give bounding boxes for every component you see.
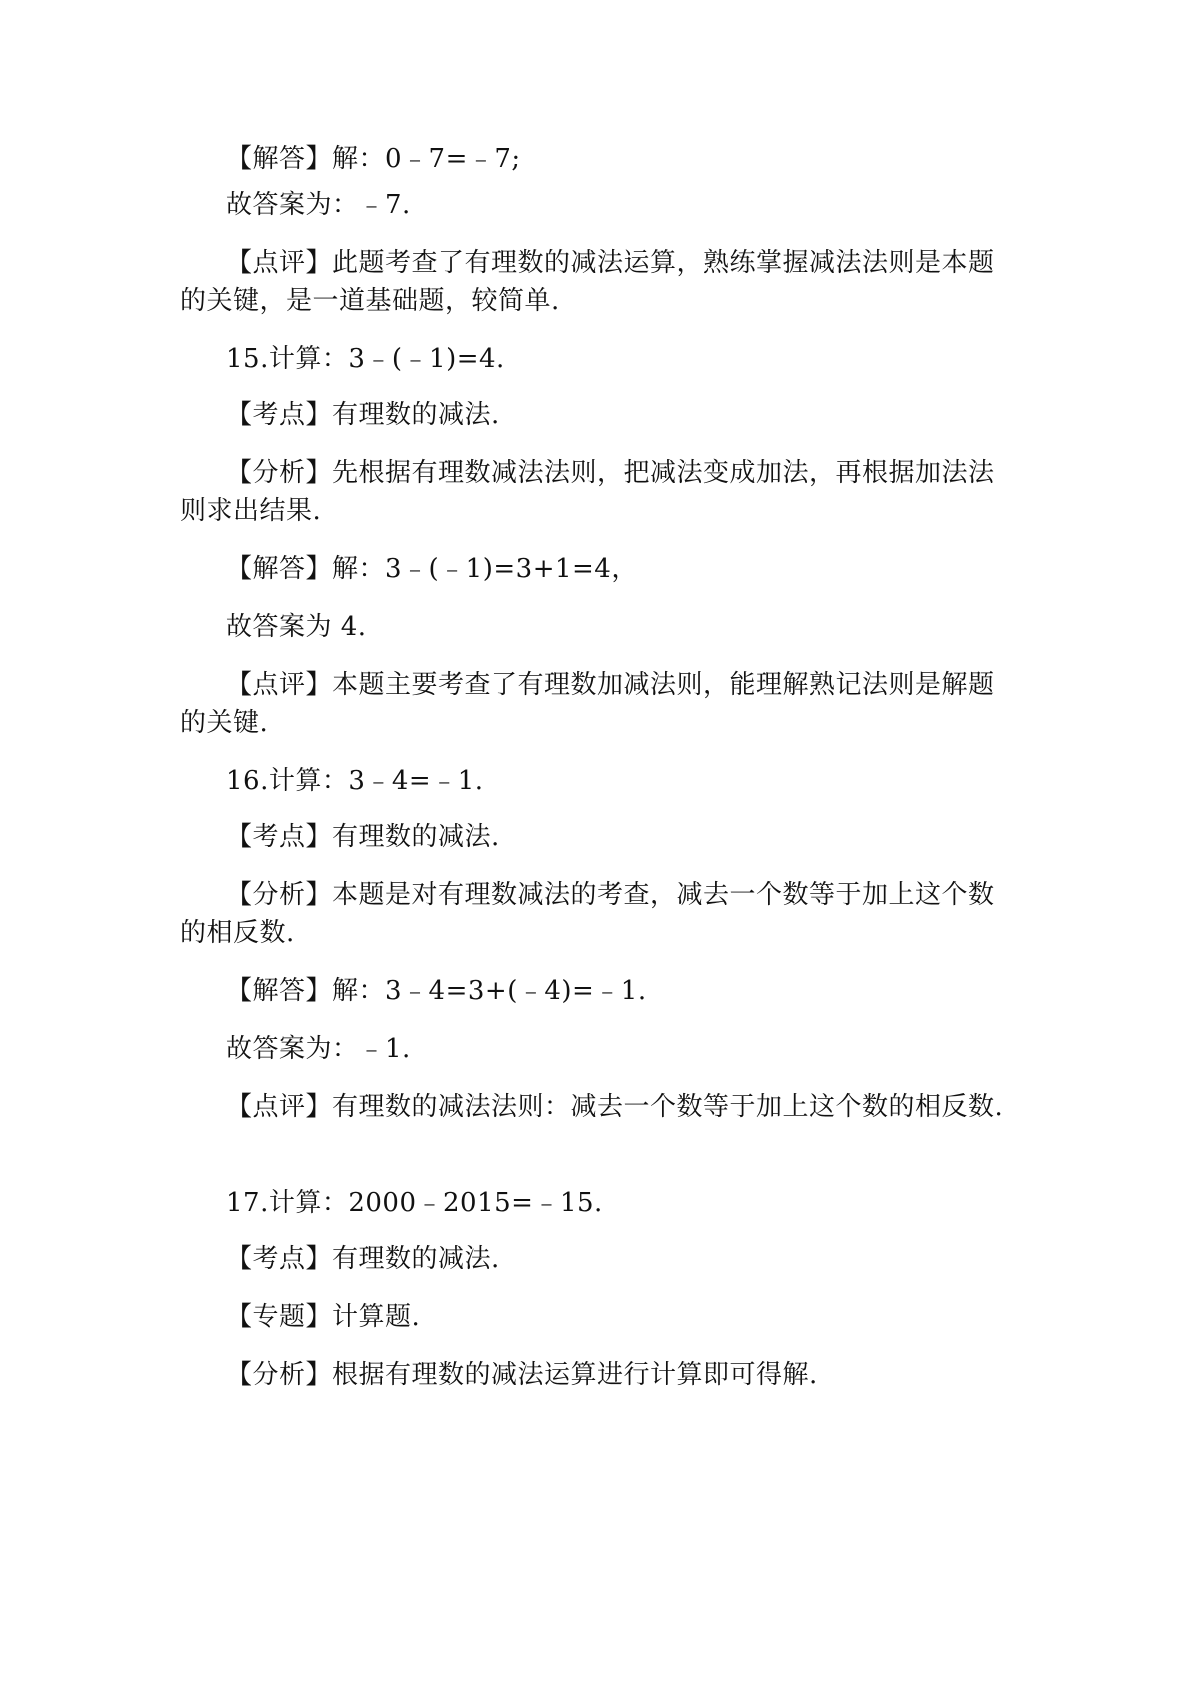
comment-paragraph: 【点评】本题主要考查了有理数加减法则，能理解熟记法则是解题的关键. (180, 670, 995, 738)
solution-paragraph: 【解答】解：3﹣(﹣1)=3+1=4， (226, 554, 638, 584)
answer-line: 故答案为：﹣7. (226, 190, 411, 220)
answer-line: 故答案为 4. (226, 612, 367, 642)
topic-paragraph: 【考点】有理数的减法. (226, 822, 500, 852)
analysis-paragraph: 【分析】根据有理数的减法运算进行计算即可得解. (226, 1360, 818, 1390)
comment-paragraph: 【点评】有理数的减法法则：减去一个数等于加上这个数的相反数. (226, 1092, 1004, 1122)
answer-line: 故答案为：﹣1. (226, 1034, 411, 1064)
analysis-paragraph: 【分析】先根据有理数减法法则，把减法变成加法，再根据加法法则求出结果. (180, 458, 995, 526)
topic-paragraph: 【考点】有理数的减法. (226, 1244, 500, 1274)
special-topic-paragraph: 【专题】计算题. (226, 1302, 421, 1332)
question-16: 16.计算：3﹣4=﹣1. (226, 766, 484, 796)
solution-paragraph: 【解答】解：0﹣7=﹣7; (226, 144, 521, 174)
solution-paragraph: 【解答】解：3﹣4=3+(﹣4)=﹣1. (226, 976, 647, 1006)
comment-paragraph: 【点评】此题考查了有理数的减法运算，熟练掌握减法法则是本题的关键，是一道基础题，较简单. (180, 248, 995, 316)
topic-paragraph: 【考点】有理数的减法. (226, 400, 500, 430)
question-17: 17.计算：2000﹣2015=﹣15. (226, 1188, 603, 1218)
question-15: 15.计算：3﹣(﹣1)=4. (226, 344, 505, 374)
analysis-paragraph: 【分析】本题是对有理数减法的考查，减去一个数等于加上这个数的相反数. (180, 880, 995, 948)
